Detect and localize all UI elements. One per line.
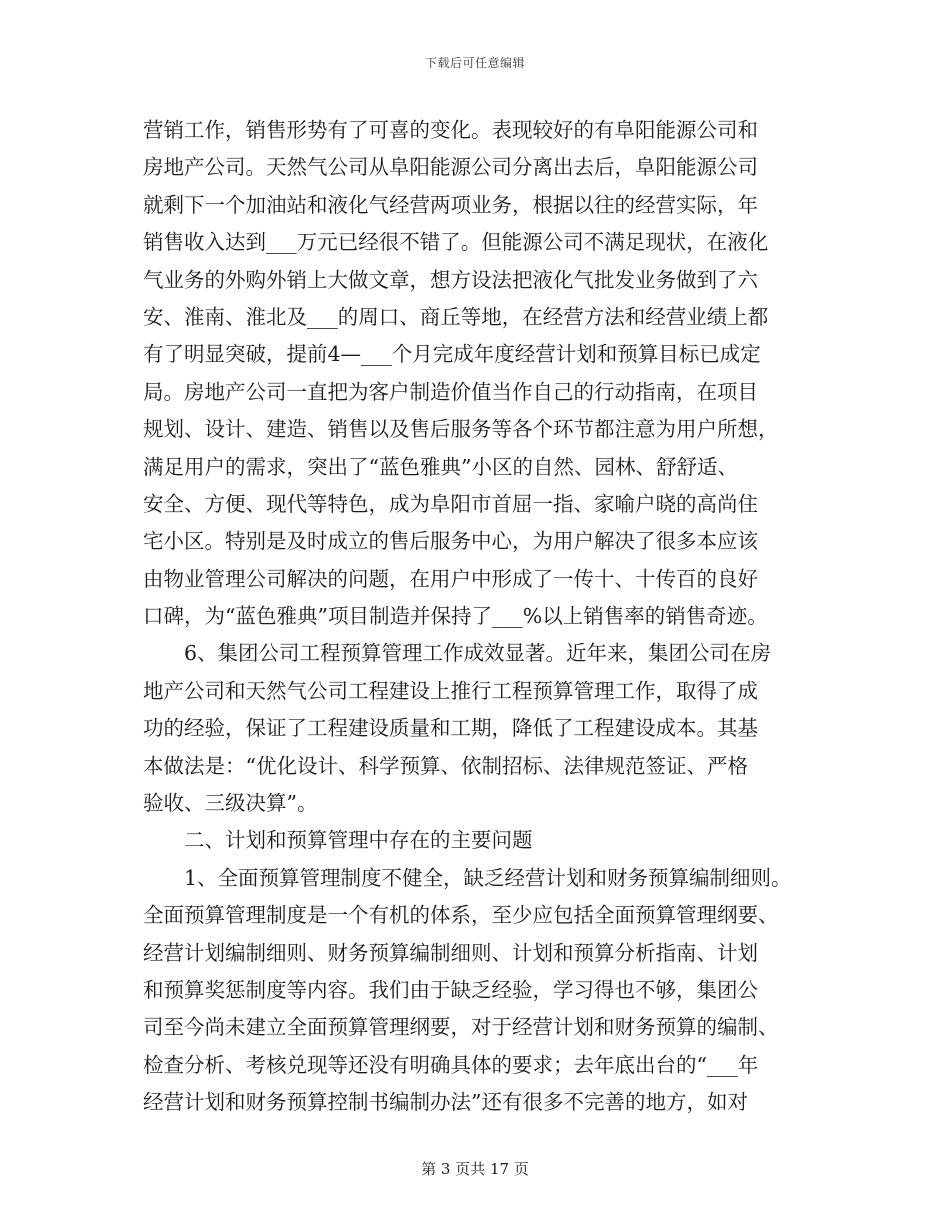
paragraph-start-line: 6、集团公司工程预算管理工作成效显著。近年来，集团公司在房 bbox=[184, 641, 772, 666]
body-line: 营销工作，销售形势有了可喜的变化。表现较好的有阜阳能源公司和 bbox=[143, 118, 758, 142]
body-line: 功的经验，保证了工程建设质量和工期，降低了工程建设成本。其基 bbox=[143, 716, 758, 741]
body-line: 房地产公司。天然气公司从阜阳能源公司分离出去后，阜阳能源公司 bbox=[143, 155, 758, 180]
paragraph-start-line: 1、全面预算管理制度不健全，缺乏经营计划和财务预算编制细则。 bbox=[184, 865, 792, 890]
body-line: 验收、三级决算”。 bbox=[143, 791, 318, 816]
body-line: 气业务的外购外销上大做文章，想方设法把液化气批发业务做到了六 bbox=[143, 267, 758, 292]
body-line: 经营计划编制细则、财务预算编制细则、计划和预算分析指南、计划 bbox=[143, 940, 758, 965]
body-line: 全面预算管理制度是一个有机的体系，至少应包括全面预算管理纲要、 bbox=[143, 903, 779, 928]
page-header: 下载后可任意编辑 bbox=[424, 56, 525, 70]
body-line: 口碑，为“蓝色雅典”项目制造并保持了___%以上销售率的销售奇迹。 bbox=[143, 604, 768, 629]
body-line: 安、淮南、淮北及___的周口、商丘等地，在经营方法和经营业绩上都 bbox=[143, 304, 769, 329]
body-line: 地产公司和天然气公司工程建设上推行工程预算管理工作，取得了成 bbox=[143, 678, 758, 703]
body-line: 有了明显突破，提前4—___个月完成年度经营计划和预算目标已成定 bbox=[143, 342, 761, 367]
body-line: 安全、方便、现代等特色，成为阜阳市首屈一指、家喻户晓的高尚住 bbox=[143, 491, 758, 516]
body-line: 规划、设计、建造、销售以及售后服务等各个环节都注意为用户所想， bbox=[143, 417, 779, 442]
body-line: 满足用户的需求，突出了“蓝色雅典”小区的自然、园林、舒舒适、 bbox=[143, 454, 738, 479]
body-line: 销售收入达到___万元已经很不错了。但能源公司不满足现状，在液化 bbox=[143, 230, 769, 255]
page-number: 第 3 页共 17 页 bbox=[421, 1160, 529, 1178]
body-line: 司至今尚未建立全面预算管理纲要，对于经营计划和财务预算的编制、 bbox=[143, 1015, 779, 1040]
section-heading: 二、计划和预算管理中存在的主要问题 bbox=[184, 828, 533, 853]
body-line: 由物业管理公司解决的问题，在用户中形成了一传十、十传百的良好 bbox=[143, 566, 758, 591]
body-line: 宅小区。特别是及时成立的售后服务中心，为用户解决了很多本应该 bbox=[143, 529, 758, 554]
document-body bbox=[143, 112, 823, 1122]
body-line: 经营计划和财务预算控制书编制办法”还有很多不完善的地方，如对 bbox=[143, 1090, 748, 1115]
body-line: 就剩下一个加油站和液化气经营两项业务，根据以往的经营实际，年 bbox=[143, 192, 758, 217]
body-line: 本做法是：“优化设计、科学预算、依制招标、法律规范签证、严格 bbox=[143, 753, 748, 778]
body-line: 和预算奖惩制度等内容。我们由于缺乏经验，学习得也不够，集团公 bbox=[143, 977, 758, 1002]
body-line: 检查分析、考核兑现等还没有明确具体的要求；去年底出台的“___年 bbox=[143, 1052, 759, 1077]
body-line: 局。房地产公司一直把为客户制造价值当作自己的行动指南，在项目 bbox=[143, 379, 758, 404]
